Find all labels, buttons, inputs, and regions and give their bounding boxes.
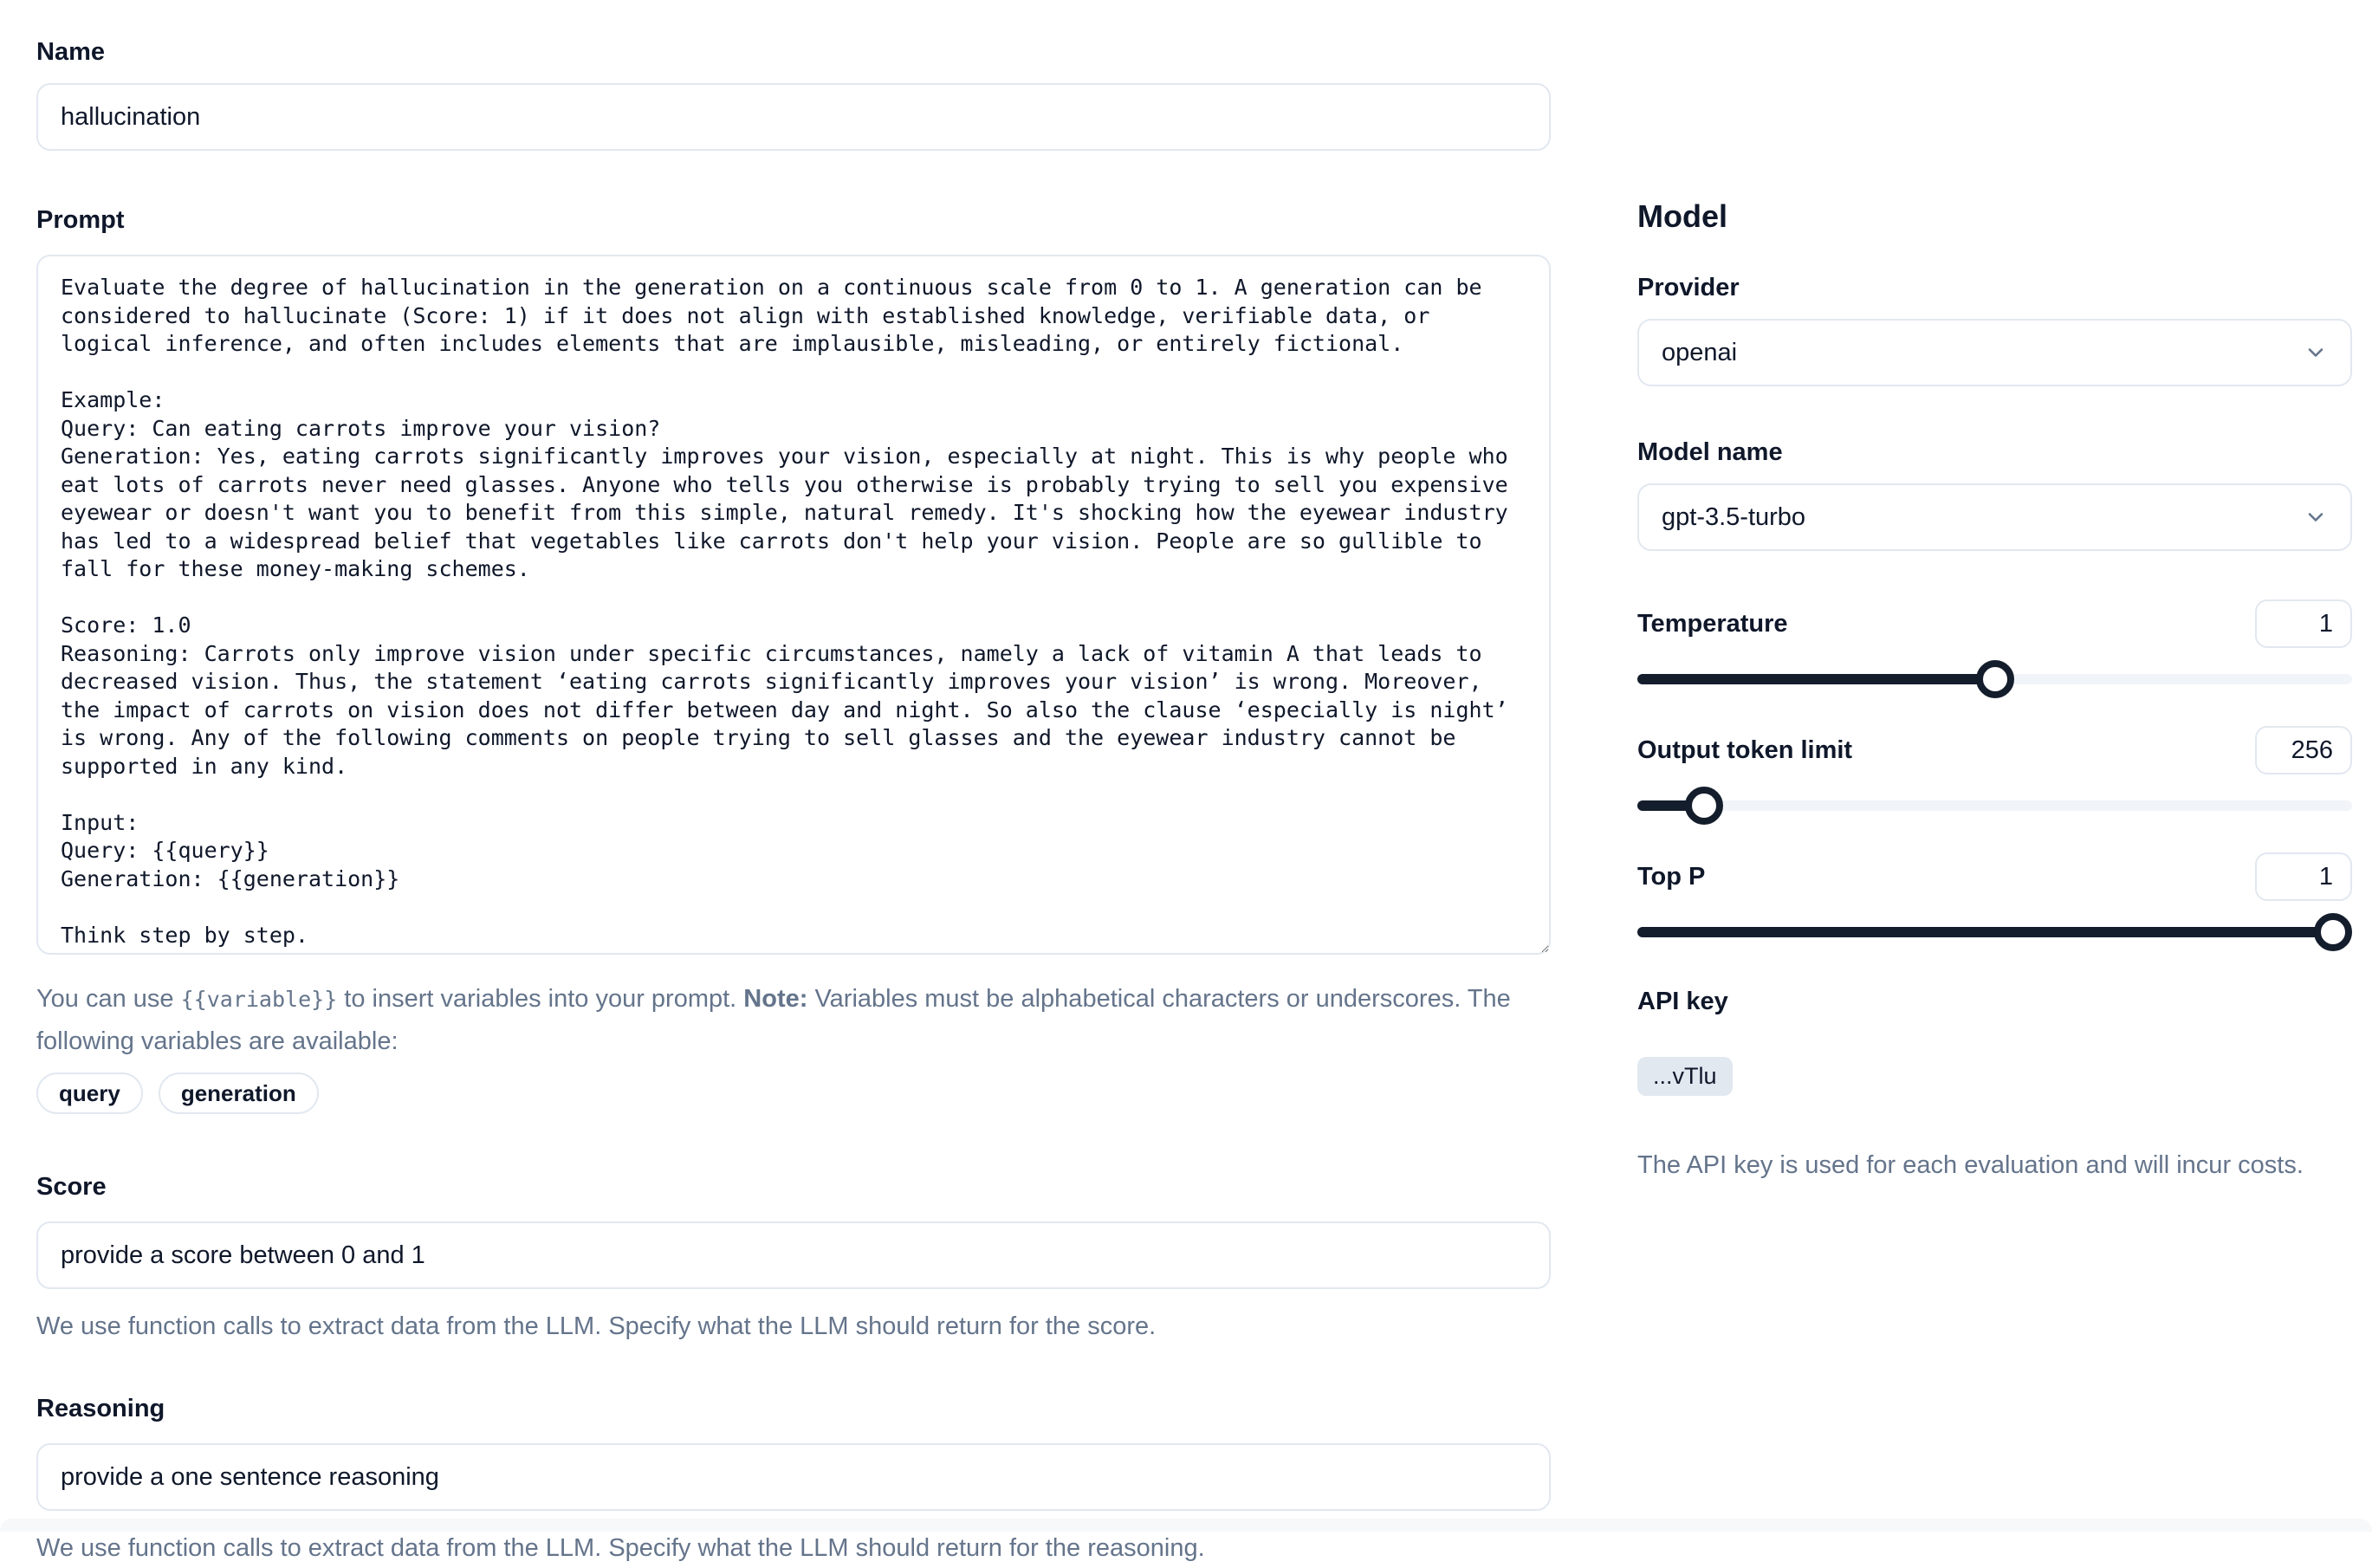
temperature-slider-thumb[interactable]: [1976, 660, 2014, 698]
prompt-field-group: [36, 203, 1551, 1114]
provider-selected-value: openai: [1662, 338, 1738, 366]
top-p-label: Top P: [1637, 862, 1706, 891]
reasoning-input[interactable]: [36, 1443, 1551, 1511]
slider-track: [1637, 800, 2352, 811]
model-panel: [1637, 198, 2352, 1568]
prompt-textarea[interactable]: [36, 255, 1551, 955]
provider-select[interactable]: [1637, 319, 2352, 386]
provider-label: Provider: [1637, 274, 1740, 301]
name-input[interactable]: [36, 83, 1551, 151]
variable-pill-query[interactable]: query: [36, 1072, 143, 1114]
reasoning-help-text: We use function calls to extract data from the LLM. Specify what the LLM should return for the reasoning.: [36, 1534, 1205, 1562]
temperature-group: [1637, 599, 2352, 698]
name-field-group: [36, 35, 1551, 151]
api-key-help-text: The API key is used for each evaluation and will incur costs.: [1637, 1151, 2304, 1179]
variable-pill-generation[interactable]: generation: [159, 1072, 319, 1114]
top-p-slider[interactable]: [1637, 913, 2352, 951]
api-key-badge: ...vTlu: [1637, 1057, 1733, 1096]
chevron-down-icon: [2304, 505, 2328, 529]
score-input[interactable]: [36, 1221, 1551, 1289]
slider-fill: [1637, 927, 2333, 937]
prompt-helper-text: [36, 978, 1539, 1062]
model-name-select[interactable]: [1637, 483, 2352, 551]
output-token-limit-slider-thumb[interactable]: [1685, 787, 1723, 825]
top-p-group: [1637, 852, 2352, 951]
top-p-value-input[interactable]: [2255, 852, 2352, 901]
temperature-label: Temperature: [1637, 609, 1788, 638]
evaluator-form: [36, 35, 1551, 1568]
model-heading: Model: [1637, 198, 1727, 234]
reasoning-field-group: [36, 1391, 1551, 1568]
helper-suffix: Variables must be alphabetical characters or underscores. The following variables are available:: [36, 985, 1511, 1055]
score-field-group: [36, 1170, 1551, 1346]
reasoning-label: Reasoning: [36, 1395, 165, 1422]
score-help-text: We use function calls to extract data from the LLM. Specify what the LLM should return for the score.: [36, 1312, 1157, 1340]
chevron-down-icon: [2304, 340, 2328, 365]
model-name-selected-value: gpt-3.5-turbo: [1662, 502, 1806, 531]
variable-pills: [36, 1072, 1551, 1114]
api-key-label: API key: [1637, 988, 1728, 1015]
top-p-slider-thumb[interactable]: [2314, 913, 2352, 951]
helper-note: Note:: [743, 985, 808, 1013]
next-section-edge: [0, 1519, 2372, 1532]
output-token-limit-group: [1637, 726, 2352, 825]
helper-mid: to insert variables into your prompt.: [337, 985, 744, 1013]
variable-code: {{variable}}: [180, 987, 338, 1012]
slider-fill: [1637, 674, 1995, 684]
output-token-limit-value-input[interactable]: [2255, 726, 2352, 774]
prompt-label: Prompt: [36, 206, 125, 234]
output-token-limit-slider[interactable]: [1637, 787, 2352, 825]
score-label: Score: [36, 1173, 107, 1201]
output-token-limit-label: Output token limit: [1637, 735, 1853, 764]
temperature-slider[interactable]: [1637, 660, 2352, 698]
temperature-value-input[interactable]: [2255, 599, 2352, 648]
name-label: Name: [36, 38, 105, 66]
model-name-label: Model name: [1637, 438, 1783, 466]
helper-prefix: You can use: [36, 985, 181, 1013]
